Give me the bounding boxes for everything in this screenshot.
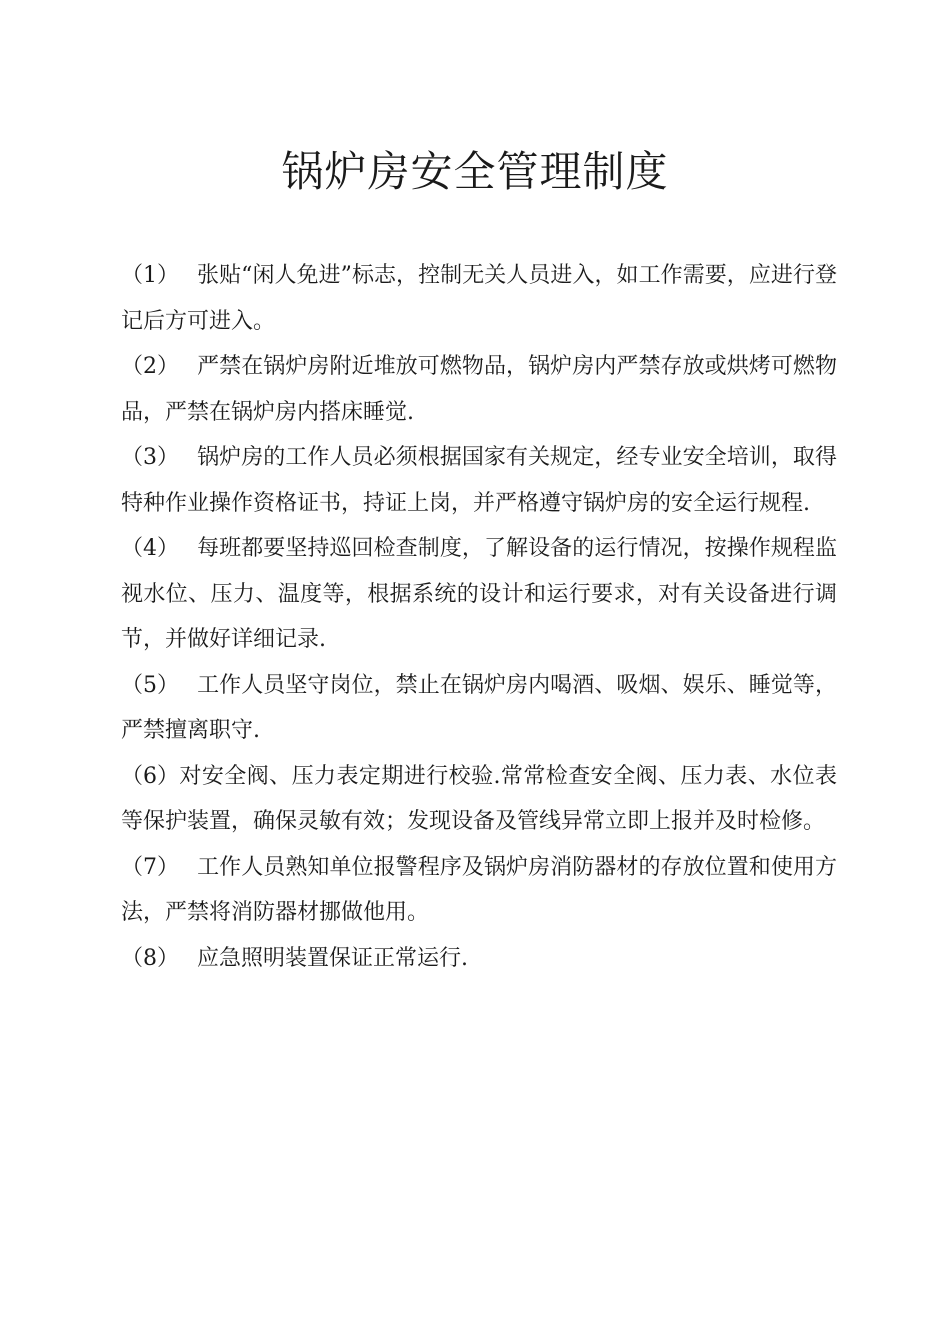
paragraph-number: （4） [121,536,179,561]
paragraph-7 [121,845,837,936]
document-body [121,253,837,981]
paragraph-text: 每班都要坚持巡回检查制度，了解设备的运行情况，按操作规程监视水位、压力、温度等，根据系统的设计和运行要求，对有关设备进行调节，并做好详细记录. [121,536,837,652]
paragraph-8 [121,936,837,982]
paragraph-number: （8） [121,945,179,971]
paragraph-1 [121,253,837,344]
paragraph-text: 对安全阀、压力表定期进行校验.常常检查安全阀、压力表、水位表等保护装置，确保灵敏有效；发现设备及管线异常立即上报并及时检修。 [121,763,837,834]
paragraph-text: 锅炉房的工作人员必须根据国家有关规定，经专业安全培训，取得特种作业操作资格证书，持证上岗，并严格遵守锅炉房的安全运行规程. [121,445,837,516]
paragraph-number: （5） [121,672,179,698]
document-title: 锅炉房安全管理制度 [281,147,669,196]
paragraph-6 [121,754,837,845]
paragraph-text: 工作人员坚守岗位，禁止在锅炉房内喝酒、吸烟、娱乐、睡觉等，严禁擅离职守. [121,672,837,743]
paragraph-5 [121,663,837,754]
paragraph-number: （2） [121,354,179,379]
paragraph-3 [121,435,837,526]
paragraph-2 [121,344,837,435]
paragraph-text: 严禁在锅炉房附近堆放可燃物品，锅炉房内严禁存放或烘烤可燃物品，严禁在锅炉房内搭床睡觉. [121,354,837,425]
paragraph-text: 张贴“闲人免进”标志，控制无关人员进入，如工作需要，应进行登记后方可进入。 [121,263,837,334]
paragraph-number: （1） [121,263,179,288]
paragraph-text: 应急照明装置保证正常运行. [197,945,468,971]
paragraph-4 [121,526,837,663]
paragraph-number: （7） [121,854,179,880]
paragraph-number: （6） [121,763,179,789]
paragraph-number: （3） [121,445,179,470]
paragraph-text: 工作人员熟知单位报警程序及锅炉房消防器材的存放位置和使用方法，严禁将消防器材挪做他用。 [121,854,837,925]
